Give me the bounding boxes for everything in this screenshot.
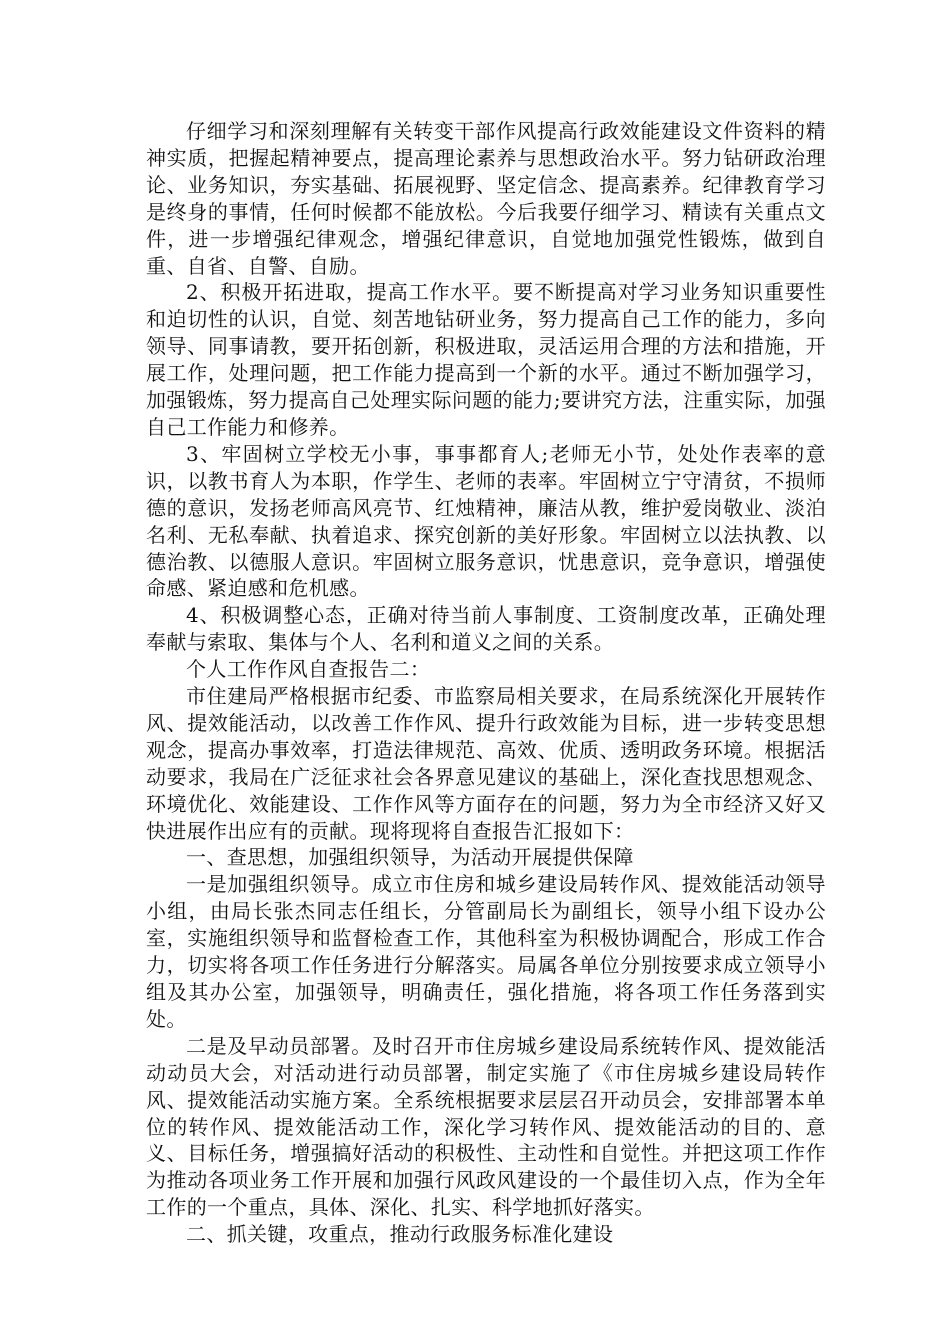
document-body xyxy=(146,118,826,1248)
section-heading-1: 一、查思想，加强组织领导，为活动开展提供保障 xyxy=(186,845,634,870)
paragraph-study-spirit: 仔细学习和深刻理解有关转变干部作风提高行政效能建设文件资料的精神实质，把握起精神要点，提高理论素养与思想政治水平。努力钻研政治理论、业务知识，夯实基础、拓展视野、坚定信念、提高素养。纪律教育学习是终身的事情，任何时候都不能放松。今后我要仔细学习、精读有关重点文件，进一步增强纪律观念，增强纪律意识，自觉地加强党性锻炼，做到自重、自省、自警、自励。 xyxy=(146,119,826,278)
paragraph-report-intro: 市住建局严格根据市纪委、市监察局相关要求，在局系统深化开展转作风、提效能活动，以改善工作作风、提升行政效能为目标，进一步转变思想观念，提高办事效率，打造法律规范、高效、优质、透明政务环境。根据活动要求，我局在广泛征求社会各界意见建议的基础上，深化查找思想观念、环境优化、效能建设、工作作风等方面存在的问题，努力为全市经济又好又快进展作出应有的贡献。现将现将自查报告汇报如下： xyxy=(146,684,826,843)
paragraph-item-2: 2、积极开拓进取，提高工作水平。要不断提高对学习业务知识重要性和迫切性的认识，自觉、刻苦地钻研业务，努力提高自己工作的能力，多向领导、同事请教，要开拓创新，积极进取，灵活运用合理的方法和措施，开展工作，处理问题，把工作能力提高到一个新的水平。通过不断加强学习，加强锻炼，努力提高自己处理实际问题的能力;要讲究方法，注重实际，加强自己工作能力和修养。 xyxy=(146,280,826,439)
paragraph-organization-leadership: 一是加强组织领导。成立市住房和城乡建设局转作风、提效能活动领导小组，由局长张杰同志任组长，分管副局长为副组长，领导小组下设办公室，实施组织领导和监督检查工作，其他科室为积极协调配合，形成工作合力，切实将各项工作任务进行分解落实。局属各单位分别按要求成立领导小组及其办公室，加强领导，明确责任，强化措施，将各项工作任务落到实处。 xyxy=(146,872,826,1031)
paragraph-mobilization: 二是及早动员部署。及时召开市住房城乡建设局系统转作风、提效能活动动员大会，对活动进行动员部署，制定实施了《市住房城乡建设局转作风、提效能活动实施方案。全系统根据要求层层召开动员会，安排部署本单位的转作风、提效能活动工作，深化学习转作风、提效能活动的目的、意义、目标任务，增强搞好活动的积极性、主动性和自觉性。并把这项工作作为推动各项业务工作开展和加强行风政风建设的一个最佳切入点，作为全年工作的一个重点，具体、深化、扎实、科学地抓好落实。 xyxy=(146,1033,826,1220)
report-two-heading: 个人工作作风自查报告二： xyxy=(186,657,431,682)
paragraph-item-3: 3、牢固树立学校无小事，事事都育人;老师无小节，处处作表率的意识，以教书育人为本职，作学生、老师的表率。牢固树立宁守清贫，不损师德的意识，发扬老师高风亮节、红烛精神，廉洁从教，维护爱岗敬业、淡泊名利、无私奉献、执着追求、探究创新的美好形象。牢固树立以法执教、以德治教、以德服人意识。牢固树立服务意识，忧患意识，竞争意识，增强使命感、紧迫感和危机感。 xyxy=(146,441,826,601)
section-heading-2: 二、抓关键，攻重点，推动行政服务标准化建设 xyxy=(186,1222,614,1247)
paragraph-item-4: 4、积极调整心态，正确对待当前人事制度、工资制度改革，正确处理奉献与索取、集体与个人、名利和道义之间的关系。 xyxy=(146,603,826,655)
